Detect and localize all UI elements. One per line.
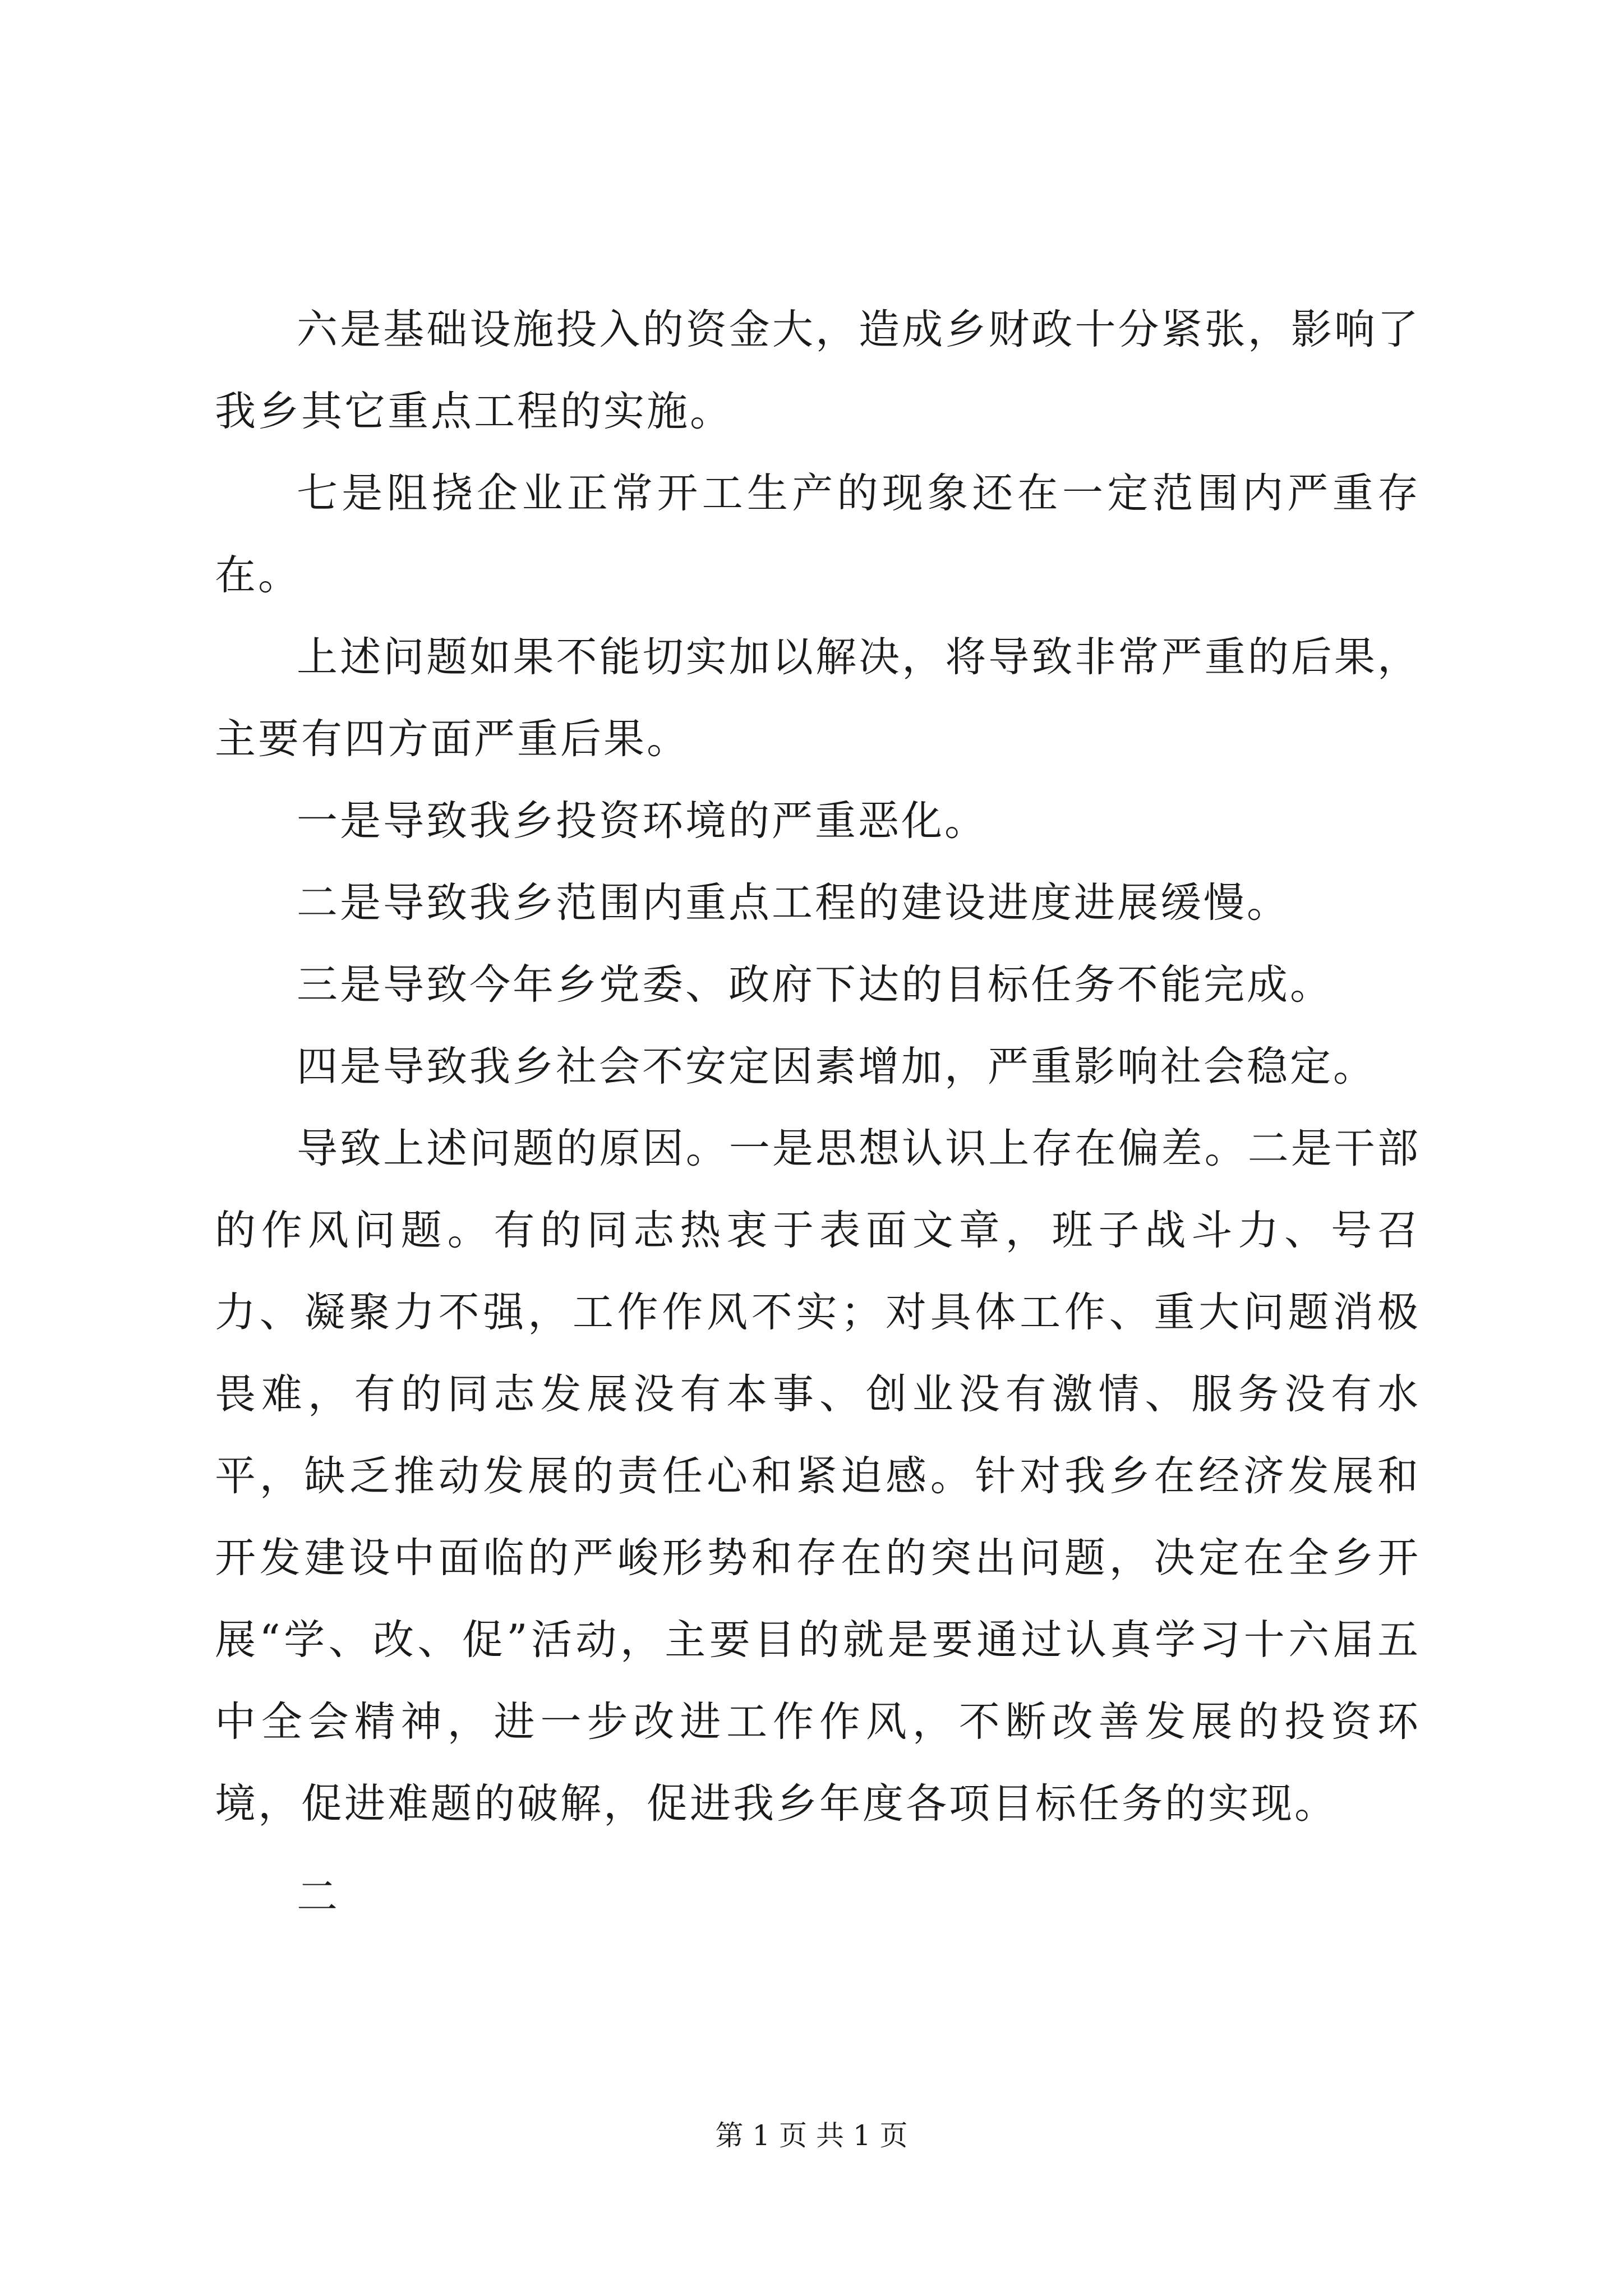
paragraph-consequence-4: 四是导致我乡社会不安定因素增加，严重影响社会稳定。 <box>297 1043 1376 1091</box>
paragraph-consequence-1: 一是导致我乡投资环境的严重恶化。 <box>297 797 988 845</box>
paragraph-section-heading: 二 <box>297 1873 340 1921</box>
paragraph-consequence-3: 三是导致今年乡党委、政府下达的目标任务不能完成。 <box>297 961 1333 1009</box>
page-number-footer: 第 1 页 共 1 页 <box>715 2119 908 2152</box>
paragraph-7: 七是阻挠企业正常开工生产的现象还在一定范围内严重存在。 <box>215 470 1421 599</box>
paragraph-causes: 导致上述问题的原因。一是思想认识上存在偏差。二是干部的作风问题。有的同志热衷于表面文章，班子战斗力、号召力、凝聚力不强，工作作风不实；对具体工作、重大问题消极畏难，有的同志发展没有本事、创业没有激情、服务没有水平，缺乏推动发展的责任心和紧迫感。针对我乡在经济发展和开发建设中面临的严峻形势和存在的突出问题，决定在全乡开展“学、改、促”活动，主要目的就是要通过认真学习十六届五中全会精神，进一步改进工作作风，不断改善发展的投资环境，促进难题的破解，促进我乡年度各项目标任务的实现。 <box>215 1125 1421 1828</box>
paragraph-6: 六是基础设施投入的资金大，造成乡财政十分紧张，影响了我乡其它重点工程的实施。 <box>215 306 1421 435</box>
paragraph-consequence-2: 二是导致我乡范围内重点工程的建设进度进展缓慢。 <box>297 879 1290 927</box>
paragraph-consequences: 上述问题如果不能切实加以解决，将导致非常严重的后果，主要有四方面严重后果。 <box>215 633 1421 763</box>
document-body <box>215 289 1421 1938</box>
